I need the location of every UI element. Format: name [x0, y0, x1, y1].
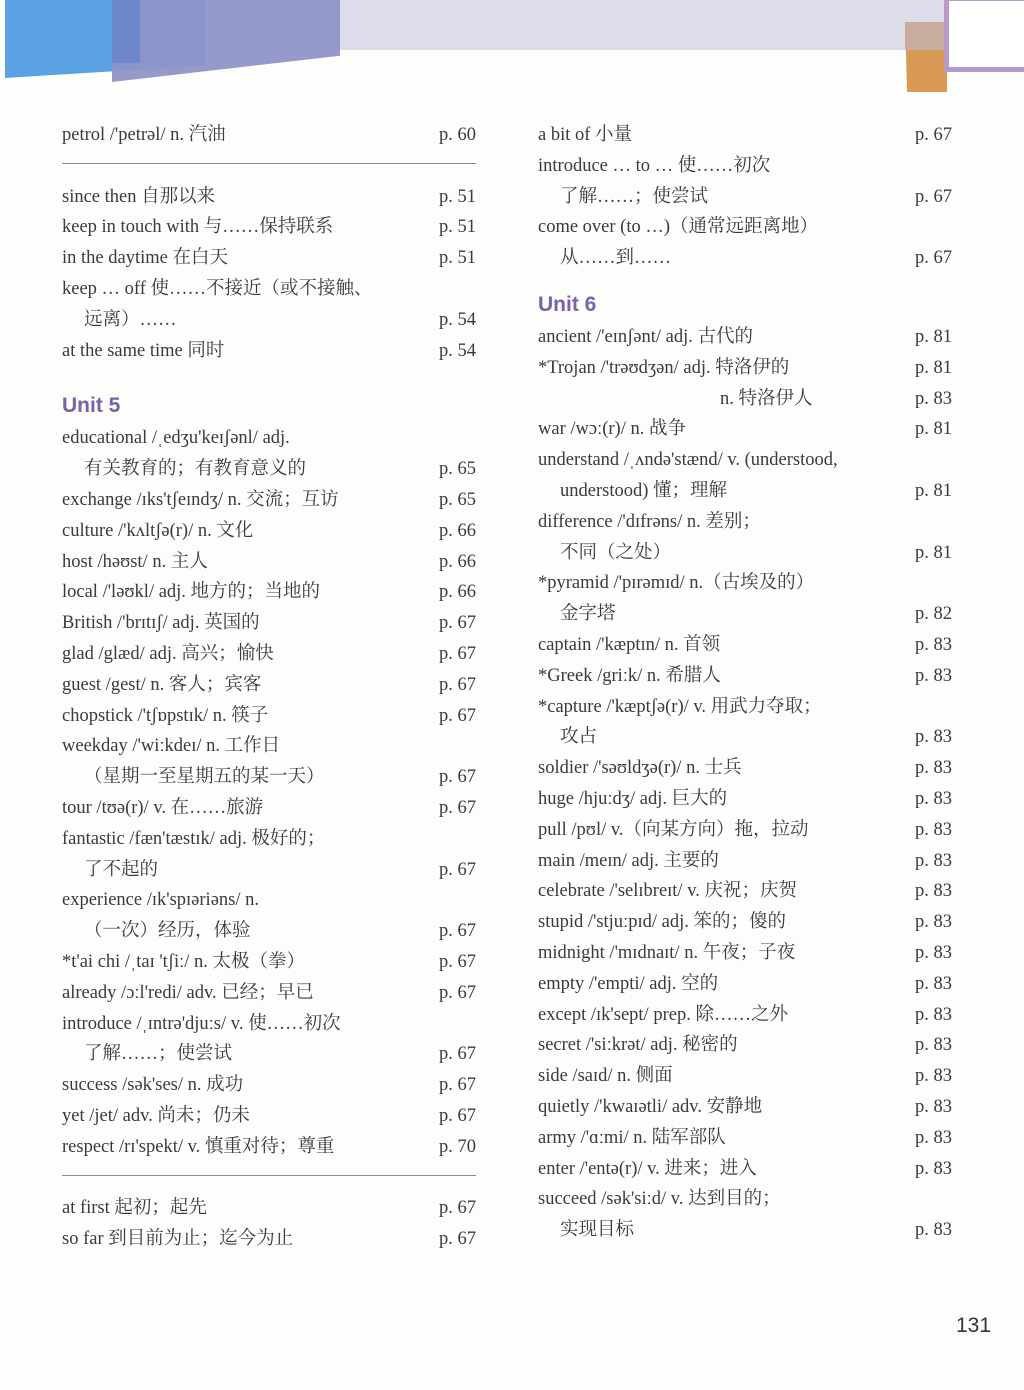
- vocabulary-entry: [538, 1030, 952, 1061]
- entry-page-reference: p. 67: [439, 674, 476, 695]
- vocabulary-entry: [62, 731, 476, 762]
- entry-page-reference: p. 51: [439, 217, 476, 238]
- entry-text: at the same time 同时: [62, 340, 225, 361]
- vocabulary-entry: [538, 876, 952, 907]
- section-divider: [62, 1163, 476, 1194]
- vocabulary-entry: [62, 1193, 476, 1224]
- vocabulary-entry: [62, 577, 476, 608]
- vocabulary-entry: [538, 182, 952, 213]
- vocabulary-entry: [538, 538, 952, 569]
- entry-text: n. 特洛伊人: [720, 388, 813, 409]
- vocabulary-entry: [62, 639, 476, 670]
- entry-text: come over (to …)（通常远距离地）: [538, 217, 819, 238]
- entry-page-reference: p. 83: [915, 665, 952, 686]
- entry-text: chopstick /'tʃɒpstɪk/ n. 筷子: [62, 705, 269, 726]
- vocabulary-entry: [62, 336, 476, 367]
- vocabulary-entry: [538, 722, 952, 753]
- entry-page-reference: p. 81: [915, 357, 952, 378]
- entry-text: understood) 懂；理解: [560, 480, 727, 501]
- vocabulary-entry: [62, 547, 476, 578]
- entry-page-reference: p. 67: [439, 1229, 476, 1250]
- entry-page-reference: p. 67: [439, 1198, 476, 1219]
- vocabulary-entry: [62, 762, 476, 793]
- entry-page-reference: p. 70: [439, 1136, 476, 1157]
- entry-page-reference: p. 83: [915, 758, 952, 779]
- entry-page-reference: p. 83: [915, 912, 952, 933]
- entry-text: yet /jet/ adv. 尚未；仍未: [62, 1105, 250, 1126]
- entry-text: introduce /ˌɪntrə'djuːs/ v. 使……初次: [62, 1013, 341, 1034]
- entry-text: culture /'kʌltʃə(r)/ n. 文化: [62, 520, 254, 541]
- entry-page-reference: p. 83: [915, 1096, 952, 1117]
- entry-text: 不同（之处）: [560, 542, 672, 563]
- vocabulary-entry: [62, 120, 476, 151]
- entry-page-reference: p. 83: [915, 1035, 952, 1056]
- vocabulary-entry: [62, 978, 476, 1009]
- entry-text: 从……到……: [560, 248, 672, 269]
- entry-page-reference: p. 67: [439, 951, 476, 972]
- vocabulary-entry: [62, 274, 476, 305]
- vocabulary-entry: [62, 793, 476, 824]
- vocabulary-entry: [62, 947, 476, 978]
- entry-page-reference: p. 83: [915, 1127, 952, 1148]
- vocabulary-entry: [62, 608, 476, 639]
- entry-text: *Trojan /'trəʊdʒən/ adj. 特洛伊的: [538, 357, 790, 378]
- vocabulary-entry: [62, 916, 476, 947]
- unit-heading: Unit 6: [538, 292, 597, 316]
- vocabulary-entry: [538, 661, 952, 692]
- entry-text: midnight /'mɪdnaɪt/ n. 午夜；子夜: [538, 942, 796, 963]
- vocabulary-column-left: [62, 120, 476, 1255]
- entry-page-reference: p. 83: [915, 973, 952, 994]
- entry-text: quietly /'kwaɪətli/ adv. 安静地: [538, 1096, 763, 1117]
- entry-page-reference: p. 67: [439, 613, 476, 634]
- entry-page-reference: p. 81: [915, 419, 952, 440]
- vocabulary-entry: [62, 855, 476, 886]
- entry-page-reference: p. 60: [439, 125, 476, 145]
- entry-page-reference: p. 51: [439, 248, 476, 269]
- entry-text: local /'ləʊkl/ adj. 地方的；当地的: [62, 582, 321, 603]
- entry-text: host /həʊst/ n. 主人: [62, 551, 208, 572]
- vocabulary-entry: [538, 414, 952, 445]
- vocabulary-entry: [538, 120, 952, 151]
- entry-text: pull /pʊl/ v.（向某方向）拖，拉动: [538, 819, 809, 840]
- entry-page-reference: p. 67: [915, 248, 952, 269]
- vocabulary-entry: [538, 1061, 952, 1092]
- entry-page-reference: p. 83: [915, 881, 952, 902]
- vocabulary-entry: [538, 630, 952, 661]
- entry-text: huge /hjuːdʒ/ adj. 巨大的: [538, 788, 728, 809]
- entry-page-reference: p. 81: [915, 480, 952, 501]
- entry-text: understand /ˌʌndə'stænd/ v. (understood,: [538, 450, 838, 471]
- vocabulary-entry: [538, 384, 952, 415]
- entry-text: （一次）经历，体验: [84, 921, 251, 942]
- vocabulary-entry: [62, 1132, 476, 1163]
- vocabulary-entry: [62, 670, 476, 701]
- entry-text: army /'ɑːmi/ n. 陆军部队: [538, 1127, 726, 1148]
- vocabulary-entry: [538, 784, 952, 815]
- entry-page-reference: p. 67: [439, 921, 476, 942]
- vocabulary-entry: [62, 212, 476, 243]
- entry-page-reference: p. 83: [915, 388, 952, 409]
- entry-text: exchange /ɪks'tʃeɪndʒ/ n. 交流；互访: [62, 489, 339, 510]
- entry-page-reference: p. 83: [915, 1066, 952, 1087]
- page-number: 131: [956, 1314, 992, 1337]
- entry-text: side /saɪd/ n. 侧面: [538, 1066, 673, 1087]
- vocabulary-entry: [62, 454, 476, 485]
- header-decoration-overlap: [112, 0, 140, 63]
- entry-text: at first 起初；起先: [62, 1198, 207, 1219]
- vocabulary-entry: [62, 485, 476, 516]
- entry-page-reference: p. 54: [439, 340, 476, 361]
- vocabulary-entry: [62, 701, 476, 732]
- entry-page-reference: p. 54: [439, 309, 476, 330]
- entry-page-reference: p. 83: [915, 1158, 952, 1179]
- entry-text: *Greek /griːk/ n. 希腊人: [538, 665, 721, 686]
- section-divider: [62, 151, 476, 182]
- vocabulary-entry: [62, 1070, 476, 1101]
- vocabulary-entry: [538, 353, 952, 384]
- vocabulary-entry: [62, 1224, 476, 1255]
- entry-page-reference: p. 67: [439, 1105, 476, 1126]
- entry-text: a bit of 小量: [538, 125, 633, 145]
- vocabulary-entry: [538, 969, 952, 1000]
- entry-text: since then 自那以来: [62, 186, 216, 207]
- entry-text: 了解……；使尝试: [84, 1044, 233, 1065]
- vocabulary-entry: [538, 568, 952, 599]
- vocabulary-entry: [538, 151, 952, 182]
- entry-text: 有关教育的；有教育意义的: [84, 459, 307, 480]
- entry-text: war /wɔː(r)/ n. 战争: [538, 419, 686, 440]
- entry-page-reference: p. 83: [915, 727, 952, 748]
- entry-text: main /meɪn/ adj. 主要的: [538, 850, 719, 871]
- entry-page-reference: p. 81: [915, 542, 952, 563]
- entry-text: introduce … to … 使……初次: [538, 155, 771, 176]
- vocabulary-entry: [538, 692, 952, 723]
- entry-page-reference: p. 81: [915, 326, 952, 347]
- entry-text: 了解……；使尝试: [560, 186, 709, 207]
- entry-text: glad /glæd/ adj. 高兴；愉快: [62, 643, 274, 664]
- entry-page-reference: p. 67: [439, 767, 476, 788]
- entry-page-reference: p. 67: [439, 1075, 476, 1096]
- entry-page-reference: p. 83: [915, 942, 952, 963]
- entry-text: keep in touch with 与……保持联系: [62, 217, 334, 238]
- entry-page-reference: p. 66: [439, 520, 476, 541]
- vocabulary-entry: [62, 885, 476, 916]
- entry-text: guest /gest/ n. 客人；宾客: [62, 674, 262, 695]
- entry-text: keep … off 使……不接近（或不接触、: [62, 278, 373, 299]
- entry-text: 实现目标: [560, 1220, 635, 1241]
- entry-text: except /ɪk'sept/ prep. 除……之外: [538, 1004, 788, 1025]
- entry-page-reference: p. 83: [915, 819, 952, 840]
- header-decoration-orange-top: [905, 22, 947, 50]
- entry-text: ancient /'eɪnʃənt/ adj. 古代的: [538, 326, 753, 347]
- header-decoration-box: [944, 0, 1024, 72]
- vocabulary-entry: [538, 753, 952, 784]
- vocabulary-entry: [62, 182, 476, 213]
- vocabulary-entry: [62, 243, 476, 274]
- entry-page-reference: p. 83: [915, 788, 952, 809]
- entry-text: succeed /sək'siːd/ v. 达到目的；: [538, 1189, 781, 1210]
- vocabulary-entry: [62, 516, 476, 547]
- vocabulary-entry: [538, 322, 952, 353]
- vocabulary-entry: [538, 1092, 952, 1123]
- entry-page-reference: p. 67: [915, 125, 952, 145]
- vocabulary-entry: [538, 1215, 952, 1246]
- vocabulary-entry: [538, 212, 952, 243]
- entry-page-reference: p. 65: [439, 489, 476, 510]
- entry-text: enter /'entə(r)/ v. 进来；进入: [538, 1158, 757, 1179]
- unit-heading: Unit 5: [62, 394, 121, 418]
- entry-text: weekday /'wiːkdeɪ/ n. 工作日: [62, 736, 281, 757]
- vocabulary-entry: [62, 423, 476, 454]
- entry-text: already /ɔːl'redi/ adv. 已经；早已: [62, 982, 314, 1003]
- entry-text: in the daytime 在白天: [62, 248, 228, 269]
- vocabulary-entry: [538, 445, 952, 476]
- entry-text: soldier /'səʊldʒə(r)/ n. 士兵: [538, 758, 742, 779]
- entry-page-reference: p. 67: [439, 705, 476, 726]
- vocabulary-entry: [62, 1009, 476, 1040]
- entry-page-reference: p. 83: [915, 1004, 952, 1025]
- entry-text: difference /'dɪfrəns/ n. 差别；: [538, 511, 761, 532]
- entry-text: stupid /'stjuːpɪd/ adj. 笨的；傻的: [538, 912, 786, 933]
- entry-page-reference: p. 66: [439, 582, 476, 603]
- vocabulary-entry: [538, 476, 952, 507]
- entry-text: 了不起的: [84, 859, 159, 880]
- entry-page-reference: p. 67: [439, 982, 476, 1003]
- entry-text: success /sək'ses/ n. 成功: [62, 1075, 244, 1096]
- vocabulary-entry: [62, 1039, 476, 1070]
- vocabulary-entry: [62, 824, 476, 855]
- vocabulary-entry: [62, 1101, 476, 1132]
- entry-page-reference: p. 51: [439, 186, 476, 207]
- entry-page-reference: p. 67: [915, 186, 952, 207]
- entry-page-reference: p. 67: [439, 1044, 476, 1065]
- entry-text: （星期一至星期五的某一天）: [84, 767, 325, 788]
- entry-text: 金字塔: [560, 604, 616, 625]
- entry-page-reference: p. 67: [439, 859, 476, 880]
- vocabulary-entry: [538, 1123, 952, 1154]
- entry-page-reference: p. 83: [915, 850, 952, 871]
- entry-text: educational /ˌedʒu'keɪʃənl/ adj.: [62, 428, 290, 449]
- entry-page-reference: p. 82: [915, 604, 952, 625]
- vocabulary-entry: [538, 1000, 952, 1031]
- entry-page-reference: p. 65: [439, 459, 476, 480]
- vocabulary-entry: [538, 507, 952, 538]
- entry-text: petrol /'petrəl/ n. 汽油: [62, 125, 226, 145]
- vocabulary-entry: [538, 846, 952, 877]
- entry-text: *t'ai chi /ˌtaɪ 'tʃiː/ n. 太极（拳）: [62, 951, 306, 972]
- entry-text: British /'brɪtɪʃ/ adj. 英国的: [62, 613, 260, 634]
- entry-page-reference: p. 67: [439, 643, 476, 664]
- vocabulary-entry: [538, 815, 952, 846]
- entry-page-reference: p. 83: [915, 1220, 952, 1241]
- entry-text: 攻占: [560, 727, 598, 748]
- entry-text: fantastic /fæn'tæstɪk/ adj. 极好的；: [62, 828, 326, 849]
- entry-text: 远离）……: [84, 309, 177, 330]
- entry-text: so far 到目前为止；迄今为止: [62, 1229, 294, 1250]
- entry-text: experience /ɪk'spɪəriəns/ n.: [62, 890, 259, 911]
- header-decoration-purple: [112, 0, 340, 82]
- entry-text: tour /tʊə(r)/ v. 在……旅游: [62, 797, 264, 818]
- entry-text: respect /rɪ'spekt/ v. 慎重对待；尊重: [62, 1136, 335, 1157]
- entry-page-reference: p. 66: [439, 551, 476, 572]
- vocabulary-entry: [538, 243, 952, 274]
- vocabulary-column-right: [538, 120, 952, 1246]
- vocabulary-entry: [62, 305, 476, 336]
- vocabulary-entry: [538, 1184, 952, 1215]
- entry-text: celebrate /'selɪbreɪt/ v. 庆祝；庆贺: [538, 881, 798, 902]
- entry-text: empty /'empti/ adj. 空的: [538, 973, 719, 994]
- vocabulary-entry: [538, 907, 952, 938]
- vocabulary-entry: [538, 1154, 952, 1185]
- entry-page-reference: p. 67: [439, 797, 476, 818]
- entry-text: *pyramid /'pɪrəmɪd/ n.（古埃及的）: [538, 573, 815, 594]
- entry-text: *capture /'kæptʃə(r)/ v. 用武力夺取；: [538, 696, 822, 717]
- entry-text: secret /'siːkrət/ adj. 秘密的: [538, 1035, 738, 1056]
- vocabulary-entry: [538, 599, 952, 630]
- entry-page-reference: p. 83: [915, 634, 952, 655]
- entry-text: captain /'kæptɪn/ n. 首领: [538, 634, 721, 655]
- header-decoration-band: [330, 0, 950, 50]
- vocabulary-entry: [538, 938, 952, 969]
